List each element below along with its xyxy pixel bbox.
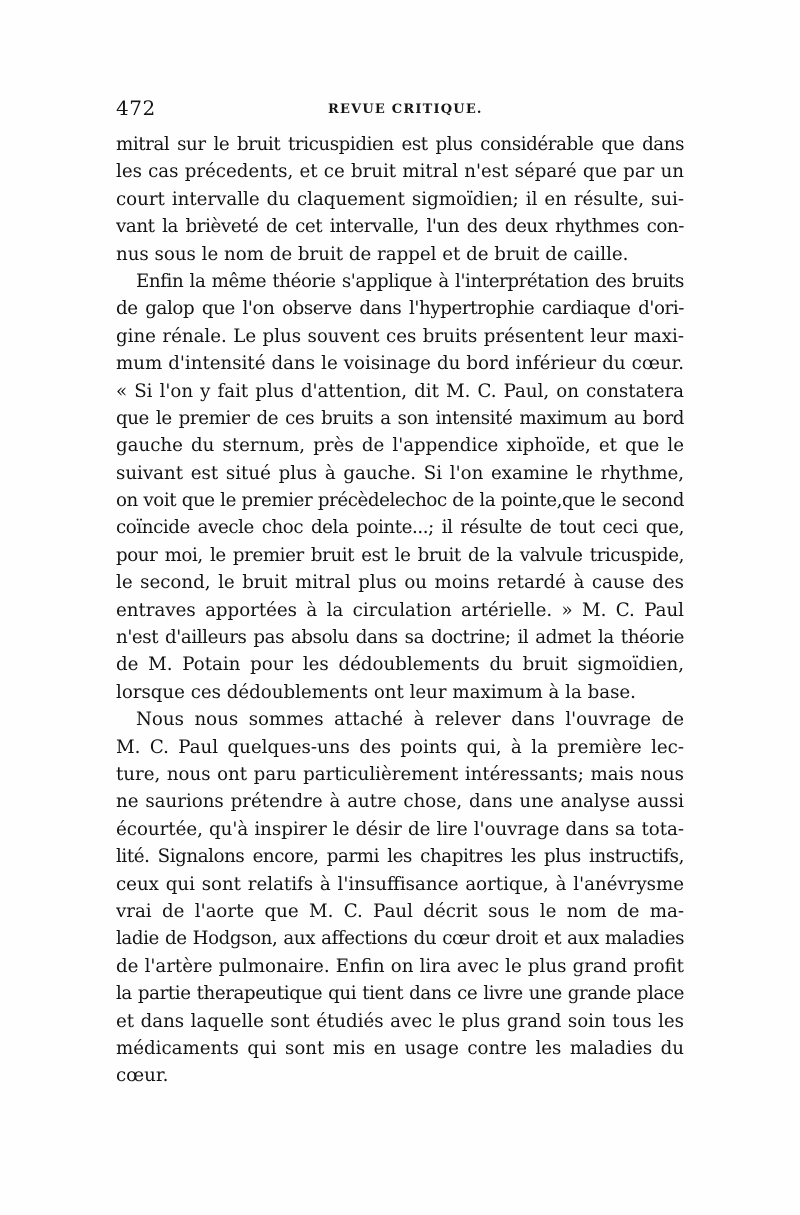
text-line: médicaments qui sont mis en usage contre les maladies du [116, 1037, 684, 1059]
text-line: gauche du sternum, près de l'appendice xiphoïde, et que le [116, 435, 684, 457]
text-line: court intervalle du claquement sigmoïdien; il en résulte, sui- [116, 188, 684, 210]
text-line: écourtée, qu'à inspirer le désir de lire l'ouvrage dans sa tota- [116, 818, 684, 840]
text-line: que le premier de ces bruits a son intensité maximum au bord [116, 407, 684, 429]
text-line: « Si l'on y fait plus d'attention, dit M. C. Paul, on constatera [116, 380, 684, 402]
text-line: Enfin la même théorie s'applique à l'interprétation des bruits [136, 270, 684, 292]
running-title: REVUE CRITIQUE. [328, 102, 483, 117]
text-line: mitral sur le bruit tricuspidien est plus considérable que dans [116, 134, 684, 155]
page-number: 472 [116, 96, 156, 120]
text-line: lorsque ces dédoublements ont leur maximum à la base. [116, 681, 636, 703]
text-line: Nous nous sommes attaché à relever dans l'ouvrage de [136, 709, 684, 731]
text-line: ne saurions prétendre à autre chose, dans une analyse aussi [116, 791, 684, 813]
text-line: de M. Potain pour les dédoublements du bruit sigmoïdien, [116, 654, 684, 676]
text-line: entraves apportées à la circulation artérielle. » M. C. Paul [116, 599, 684, 621]
text-line: ture, nous ont paru particulièrement intéressants; mais nous [116, 763, 684, 785]
text-line: lité. Signalons encore, parmi les chapitres les plus instructifs, [116, 846, 684, 868]
text-line: mum d'intensité dans le voisinage du bord inférieur du cœur. [116, 353, 684, 375]
text-line: les cas précedents, et ce bruit mitral n'est séparé que par un [116, 161, 684, 183]
text-line: et dans laquelle sont étudiés avec le plus grand soin tous les [116, 1010, 684, 1032]
text-line: de galop que l'on observe dans l'hypertrophie cardiaque d'ori- [116, 298, 684, 320]
text-line: coïncide avecle choc dela pointe...; il résulte de tout ceci que, [116, 517, 684, 539]
text-line: pour moi, le premier bruit est le bruit de la valvule tricuspide, [116, 544, 684, 566]
text-line: on voit que le premier précèdelechoc de la pointe,que le second [116, 490, 684, 512]
text-line: M. C. Paul quelques-uns des points qui, à la première lec- [116, 736, 684, 758]
text-line: ceux qui sont relatifs à l'insuffisance aortique, à l'anévrysme [116, 873, 684, 895]
body-text [116, 131, 684, 1090]
text-line: vrai de l'aorte que M. C. Paul décrit sous le nom de ma- [116, 900, 684, 922]
page-header [116, 96, 686, 126]
text-line: cœur. [116, 1065, 169, 1087]
text-line: n'est d'ailleurs pas absolu dans sa doctrine; il admet la théorie [116, 627, 684, 649]
text-line: vant la brièveté de cet intervalle, l'un des deux rhythmes con- [116, 216, 684, 238]
text-line: de l'artère pulmonaire. Enfin on lira avec le plus grand profit [116, 955, 684, 977]
text-line: gine rénale. Le plus souvent ces bruits présentent leur maxi- [116, 325, 684, 347]
text-line: la partie therapeutique qui tient dans ce livre une grande place [116, 983, 684, 1005]
text-line: ladie de Hodgson, aux affections du cœur droit et aux maladies [116, 928, 684, 950]
text-line: nus sous le nom de bruit de rappel et de bruit de caille. [116, 243, 629, 265]
text-line: suivant est situé plus à gauche. Si l'on examine le rhythme, [116, 462, 684, 484]
text-line: le second, le bruit mitral plus ou moins retardé à cause des [116, 572, 684, 594]
